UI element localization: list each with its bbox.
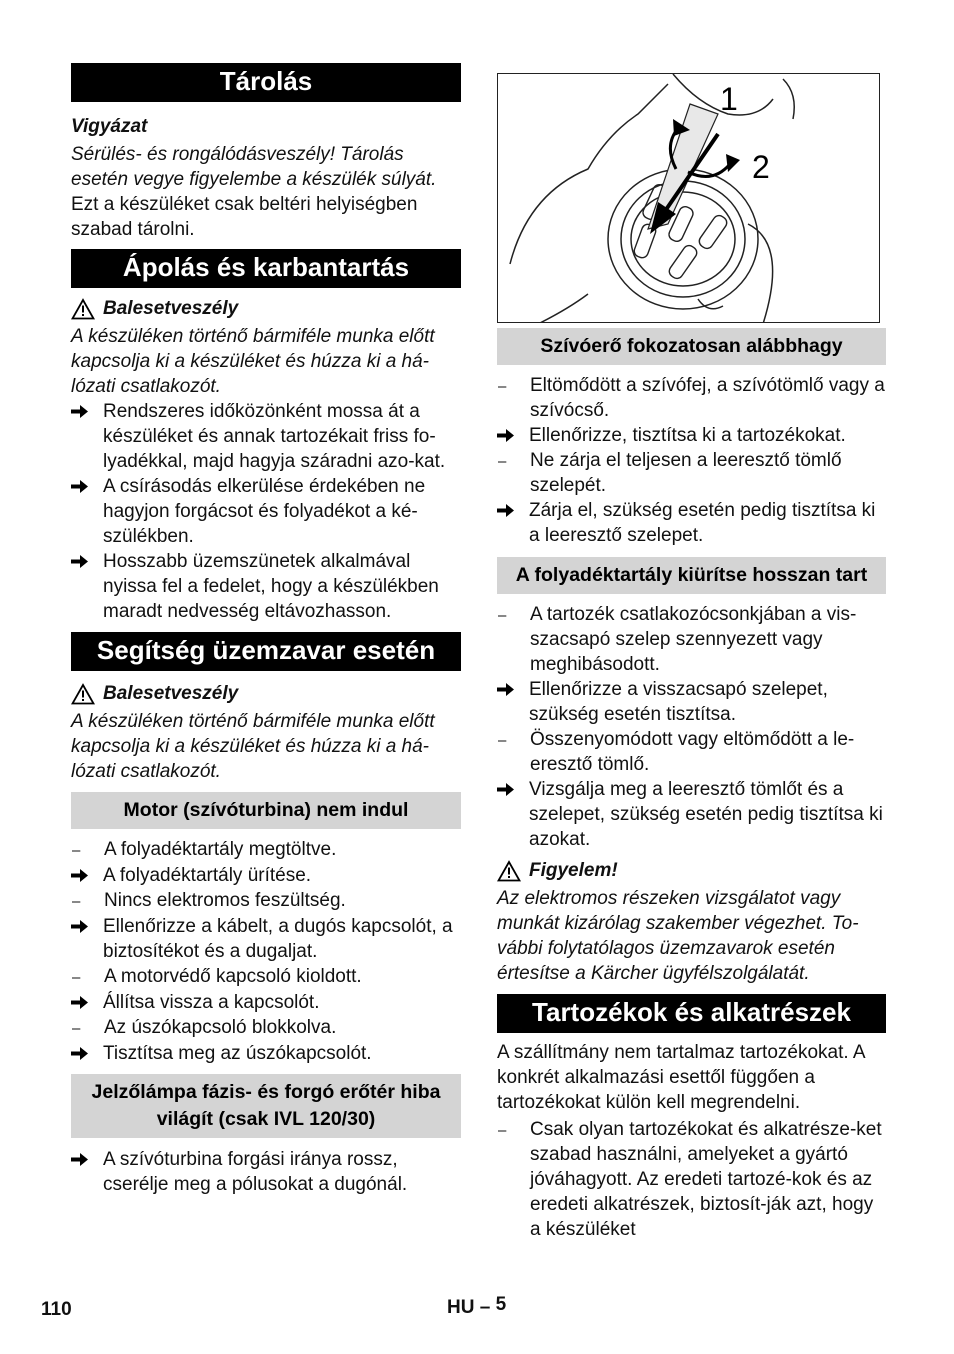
list-item-text: Hosszabb üzemszünetek alkalmával nyissa fel a fedelet, hogy a készülékben maradt nedvesség eltávozhasson. (103, 551, 439, 622)
dash-bullet: – (498, 453, 507, 470)
drain-heading: A folyadéktartály kiürítse hosszan tart (497, 557, 886, 594)
arrow-right-icon (71, 914, 103, 964)
list-item-text: Ne zárja el teljesen a leeresztő tömlő szelepét. (530, 450, 842, 496)
plug-illustration-icon (498, 74, 880, 323)
footer-section (447, 1294, 507, 1319)
warning-triangle-icon (71, 683, 95, 705)
left-column (71, 63, 461, 1197)
list-item (71, 863, 461, 888)
storage-heading: Tárolás (71, 63, 461, 102)
arrow-right-icon (71, 1041, 103, 1066)
list-item-text: A motorvédő kapcsoló kioldott. (104, 966, 362, 987)
suction-list (497, 373, 886, 548)
list-item (497, 727, 886, 777)
arrow-right-icon (497, 423, 529, 448)
motor-heading: Motor (szívóturbina) nem indul (71, 792, 461, 829)
dash-bullet: – (72, 1020, 81, 1037)
accessories-heading: Tartozékok és alkatrészek (497, 994, 886, 1033)
list-item (71, 964, 461, 990)
list-item (497, 777, 886, 852)
lamp-list (71, 1147, 461, 1197)
drain-attention (497, 858, 886, 883)
list-item-text: Nincs elektromos feszültség. (104, 890, 346, 911)
care-danger-label: Balesetveszély (103, 298, 239, 319)
list-item-text: A tartozék csatlakozócsonkjában a vis-szacsapó szelep szennyezett vagy meghibásodott. (530, 604, 857, 675)
arrow-right-icon (71, 990, 103, 1015)
page-number: 110 (41, 1299, 72, 1320)
arrow-right-icon (71, 399, 103, 474)
suction-heading: Szívóerő fokozatosan alábbhagy (497, 328, 886, 365)
right-column (497, 63, 886, 1242)
storage-text: Ezt a készüléket csak beltéri helyiségben szabad tárolni. (71, 194, 418, 240)
arrow-right-icon (71, 474, 103, 549)
accessories-text: A szállítmány nem tartalmaz tartozékokat. A konkrét alkalmazási esettől függően a tartozékokat külön kell megrendelni. (497, 1042, 865, 1113)
dash-bullet: – (498, 732, 507, 749)
list-item (71, 399, 461, 474)
drain-attention-text: Az elektromos részeken vizsgálatot vagy munkát kizárólag szakember végezhet. To-vábbi folytatólagos üzemzavarok esetén értesítse a Kärcher ügyfélszolgálatát. (497, 888, 859, 984)
list-item-text: Tisztítsa meg az úszókapcsolót. (103, 1043, 372, 1064)
footer-separator: – (479, 1297, 491, 1318)
lamp-heading: Jelzőlámpa fázis- és forgó erőtér hiba világít (csak IVL 120/30) (71, 1074, 461, 1138)
footer-lang-code: HU (447, 1297, 475, 1318)
list-item-text: Állítsa vissza a kapcsolót. (103, 992, 320, 1013)
care-danger (71, 296, 461, 321)
list-item (497, 423, 886, 448)
storage-caution-label: Vigyázat (71, 116, 148, 137)
list-item (497, 602, 886, 677)
arrow-right-icon (71, 1147, 103, 1197)
dash-bullet: – (72, 969, 81, 986)
figure-label-1: 1 (720, 81, 738, 117)
care-list (71, 399, 461, 624)
dash-bullet: – (498, 378, 507, 395)
list-item-text: Ellenőrizze a visszacsapó szelepet, szükség esetén tisztítsa. (529, 679, 828, 725)
list-item-text: Zárja el, szükség esetén pedig tisztítsa ki a leeresztő szelepet. (529, 500, 876, 546)
list-item (71, 549, 461, 624)
trouble-danger-text: A készüléken történő bármiféle munka előtt kapcsolja ki a készüléket és húzza ki a há-lózati csatlakozót. (71, 711, 435, 782)
dash-bullet: – (72, 842, 81, 859)
list-item (71, 837, 461, 863)
care-danger-text: A készüléken történő bármiféle munka előtt kapcsolja ki a készüléket és húzza ki a há-lózati csatlakozót. (71, 326, 435, 397)
list-item-text: Ellenőrizze, tisztítsa ki a tartozékokat. (529, 425, 846, 446)
storage-caution-text: Sérülés- és rongálódásveszély! Tárolás esetén vegye figyelembe a készülék súlyát. (71, 144, 437, 190)
arrow-right-icon (497, 677, 529, 727)
arrow-right-icon (497, 498, 529, 548)
list-item-text: Összenyomódott vagy eltömődött a le-eresztő tömlő. (530, 729, 855, 775)
list-item-text: Az úszókapcsoló blokkolva. (104, 1017, 337, 1038)
list-item-text: A folyadéktartály megtöltve. (104, 839, 337, 860)
list-item (71, 990, 461, 1015)
drain-attention-label: Figyelem! (529, 860, 618, 881)
list-item-text: A csírásodás elkerülése érdekében ne hagyjon forgácsot és folyadékot a ké-szülékben. (103, 476, 426, 547)
list-item-text: Eltömődött a szívófej, a szívótömlő vagy a szívócső. (530, 375, 885, 421)
list-item (71, 914, 461, 964)
warning-triangle-icon (497, 860, 521, 882)
motor-list (71, 837, 461, 1066)
drain-list (497, 602, 886, 852)
plug-pole-illustration (497, 73, 880, 323)
arrow-right-icon (71, 549, 103, 624)
list-item-text: Vizsgálja meg a leeresztő tömlőt és a szelepet, szükség esetén pedig tisztítsa ki azokat. (529, 779, 883, 850)
list-item (497, 498, 886, 548)
trouble-danger (71, 681, 461, 706)
list-item (497, 448, 886, 498)
list-item (71, 1147, 461, 1197)
trouble-danger-label: Balesetveszély (103, 683, 239, 704)
accessories-list (497, 1117, 886, 1242)
list-item-text: A folyadéktartály ürítése. (103, 865, 312, 886)
dash-bullet: – (72, 893, 81, 910)
warning-triangle-icon (71, 298, 95, 320)
footer-section-page: 5 (495, 1294, 507, 1315)
list-item (71, 888, 461, 914)
list-item (71, 1041, 461, 1066)
list-item (497, 677, 886, 727)
dash-bullet: – (498, 607, 507, 624)
trouble-heading: Segítség üzemzavar esetén (71, 632, 461, 671)
list-item-text: A szívóturbina forgási iránya rossz, cserélje meg a pólusokat a dugónál. (103, 1149, 408, 1195)
list-item-text: Rendszeres időközönként mossa át a készüléket és annak tartozékait friss fo-lyadékkal, majd hagyja száradni azo-kat. (103, 401, 446, 472)
list-item (71, 474, 461, 549)
care-heading: Ápolás és karbantartás (71, 249, 461, 288)
dash-bullet: – (498, 1122, 507, 1139)
list-item (497, 373, 886, 423)
list-item (71, 1015, 461, 1041)
arrow-right-icon (71, 863, 103, 888)
figure-label-2: 2 (752, 149, 770, 185)
arrow-right-icon (497, 777, 529, 852)
list-item-text: Ellenőrizze a kábelt, a dugós kapcsolót, a biztosítékot és a dugaljat. (103, 916, 453, 962)
list-item (497, 1117, 886, 1242)
list-item-text: Csak olyan tartozékokat és alkatrésze-ket szabad használni, amelyeket a gyártó jóváhagyott. Az eredeti tartozé-kok és az eredeti alkatrészek, biztosít-ják azt, hogy a készüléket (530, 1119, 882, 1240)
